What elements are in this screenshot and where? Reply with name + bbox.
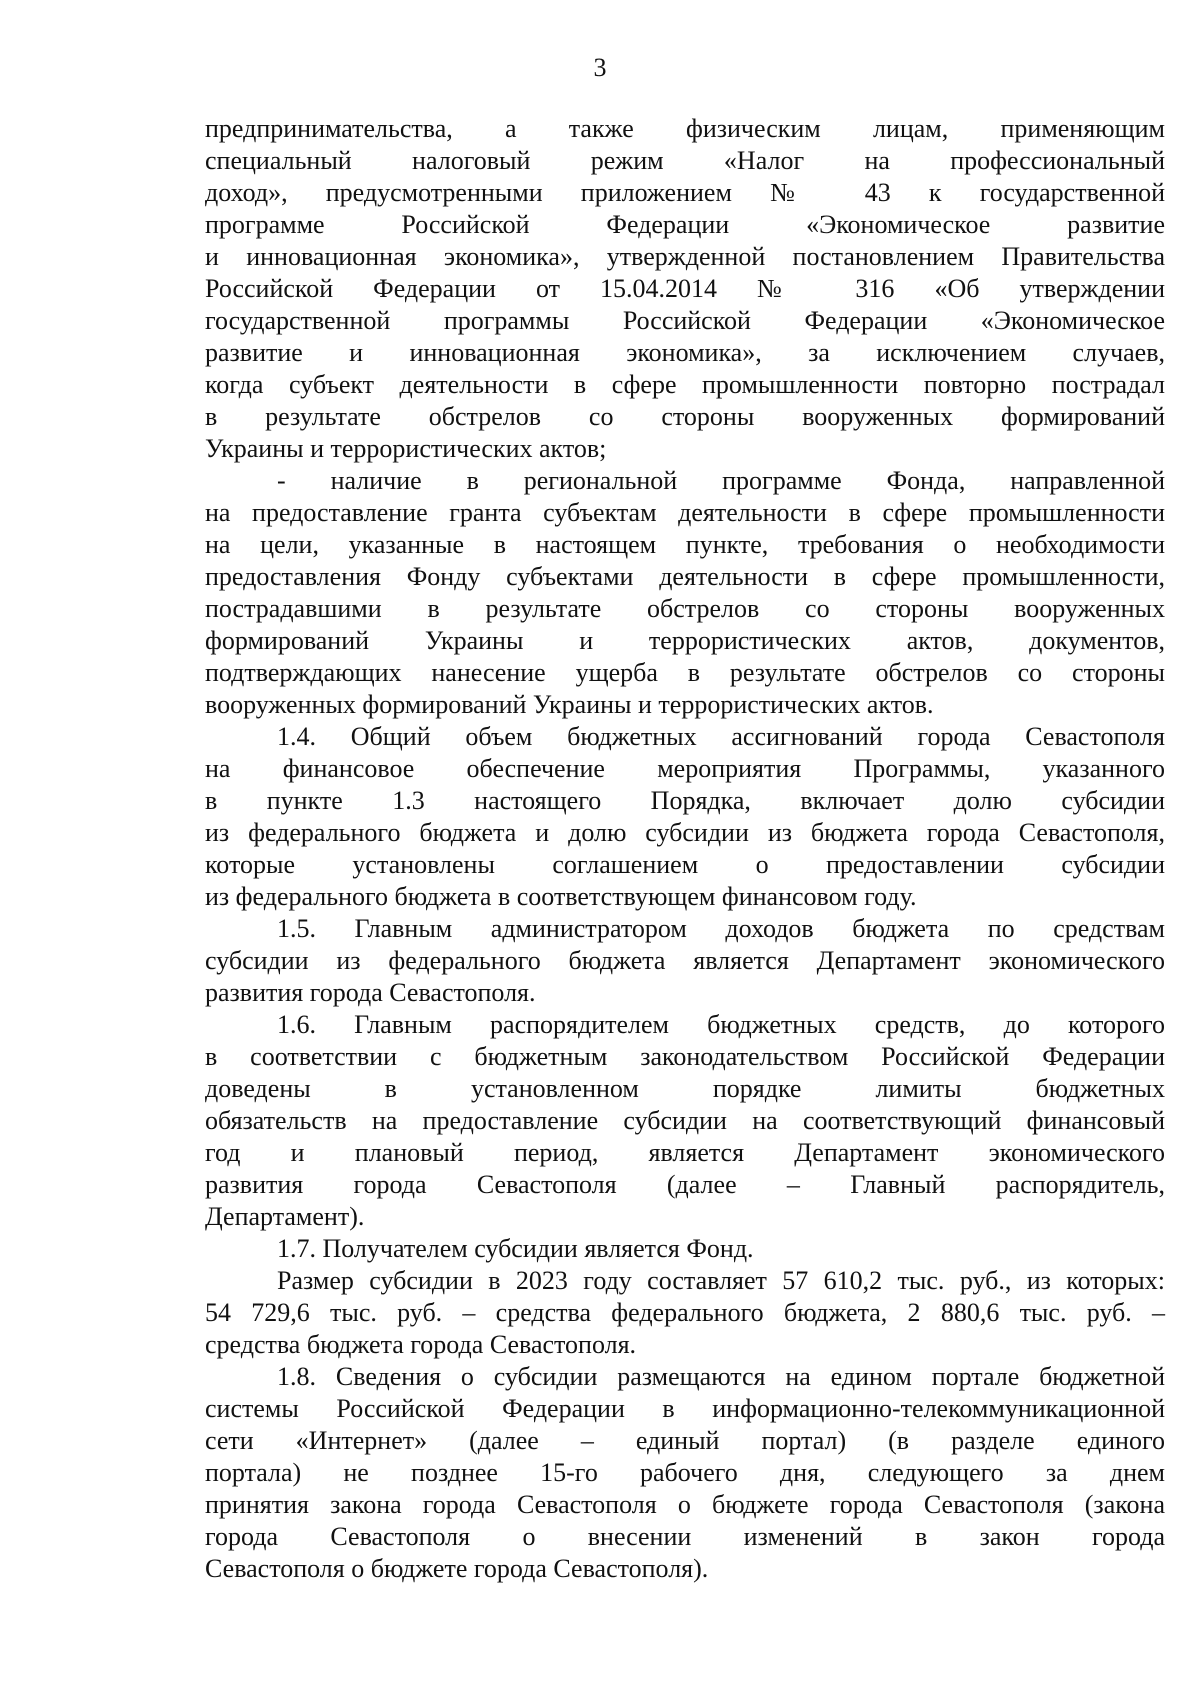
- text-line: подтверждающих нанесение ущерба в результате обстрелов со стороны: [205, 658, 1165, 687]
- text-line: пострадавшими в результате обстрелов со стороны вооруженных: [205, 594, 1165, 623]
- text-line: вооруженных формирований Украины и террористических актов.: [205, 690, 934, 719]
- text-line: - наличие в региональной программе Фонда, направленной: [277, 466, 1165, 495]
- text-line: формирований Украины и террористических актов, документов,: [205, 626, 1165, 655]
- text-line: 1.5. Главным администратором доходов бюджета по средствам: [277, 914, 1165, 943]
- text-line: субсидии из федерального бюджета является Департамент экономического: [205, 946, 1165, 975]
- text-line: средства бюджета города Севастополя.: [205, 1330, 637, 1359]
- text-line: системы Российской Федерации в информационно-телекоммуникационной: [205, 1394, 1165, 1423]
- text-line: из федерального бюджета в соответствующем финансовом году.: [205, 882, 917, 911]
- text-line: когда субъект деятельности в сфере промышленности повторно пострадал: [205, 370, 1165, 399]
- text-line: принятия закона города Севастополя о бюджете города Севастополя (закона: [205, 1490, 1165, 1519]
- text-line: год и плановый период, является Департамент экономического: [205, 1138, 1165, 1167]
- page-number: 3: [593, 53, 607, 82]
- text-line: доход», предусмотренными приложением № 43 к государственной: [205, 178, 1165, 207]
- text-line: доведены в установленном порядке лимиты бюджетных: [205, 1074, 1165, 1103]
- text-line: развития города Севастополя (далее – Главный распорядитель,: [205, 1170, 1165, 1199]
- text-line: портала) не позднее 15-го рабочего дня, следующего за днем: [205, 1458, 1165, 1487]
- text-line: на финансовое обеспечение мероприятия Программы, указанного: [205, 754, 1165, 783]
- text-line: Размер субсидии в 2023 году составляет 57 610,2 тыс. руб., из которых:: [277, 1266, 1165, 1295]
- text-line: в результате обстрелов со стороны вооруженных формирований: [205, 402, 1165, 431]
- text-line: государственной программы Российской Федерации «Экономическое: [205, 306, 1165, 335]
- text-line: специальный налоговый режим «Налог на профессиональный: [205, 146, 1165, 175]
- text-line: на цели, указанные в настоящем пункте, требования о необходимости: [205, 530, 1165, 559]
- text-line: 1.8. Сведения о субсидии размещаются на едином портале бюджетной: [277, 1362, 1165, 1391]
- text-line: 1.4. Общий объем бюджетных ассигнований города Севастополя: [277, 722, 1165, 751]
- text-line: Украины и террористических актов;: [205, 434, 607, 463]
- text-line: из федерального бюджета и долю субсидии из бюджета города Севастополя,: [205, 818, 1165, 847]
- text-line: в соответствии с бюджетным законодательством Российской Федерации: [205, 1042, 1165, 1071]
- text-line: 1.7. Получателем субсидии является Фонд.: [277, 1234, 754, 1263]
- text-line: программе Российской Федерации «Экономическое развитие: [205, 210, 1165, 239]
- text-line: Российской Федерации от 15.04.2014 № 316 «Об утверждении: [205, 274, 1165, 303]
- text-line: предпринимательства, а также физическим лицам, применяющим: [205, 114, 1165, 143]
- text-line: развития города Севастополя.: [205, 978, 536, 1007]
- document-body: [205, 113, 1165, 1585]
- text-line: Департамент).: [205, 1202, 365, 1231]
- text-line: обязательств на предоставление субсидии на соответствующий финансовый: [205, 1106, 1165, 1135]
- text-line: города Севастополя о внесении изменений в закон города: [205, 1522, 1165, 1551]
- text-line: развитие и инновационная экономика», за исключением случаев,: [205, 338, 1165, 367]
- text-line: на предоставление гранта субъектам деятельности в сфере промышленности: [205, 498, 1165, 527]
- text-line: 54 729,6 тыс. руб. – средства федерального бюджета, 2 880,6 тыс. руб. –: [205, 1298, 1165, 1327]
- text-line: которые установлены соглашением о предоставлении субсидии: [205, 850, 1165, 879]
- text-line: в пункте 1.3 настоящего Порядка, включает долю субсидии: [205, 786, 1165, 815]
- text-line: Севастополя о бюджете города Севастополя).: [205, 1554, 709, 1583]
- text-line: 1.6. Главным распорядителем бюджетных средств, до которого: [277, 1010, 1165, 1039]
- text-line: сети «Интернет» (далее – единый портал) (в разделе единого: [205, 1426, 1165, 1455]
- text-line: предоставления Фонду субъектами деятельности в сфере промышленности,: [205, 562, 1165, 591]
- text-line: и инновационная экономика», утвержденной постановлением Правительства: [205, 242, 1165, 271]
